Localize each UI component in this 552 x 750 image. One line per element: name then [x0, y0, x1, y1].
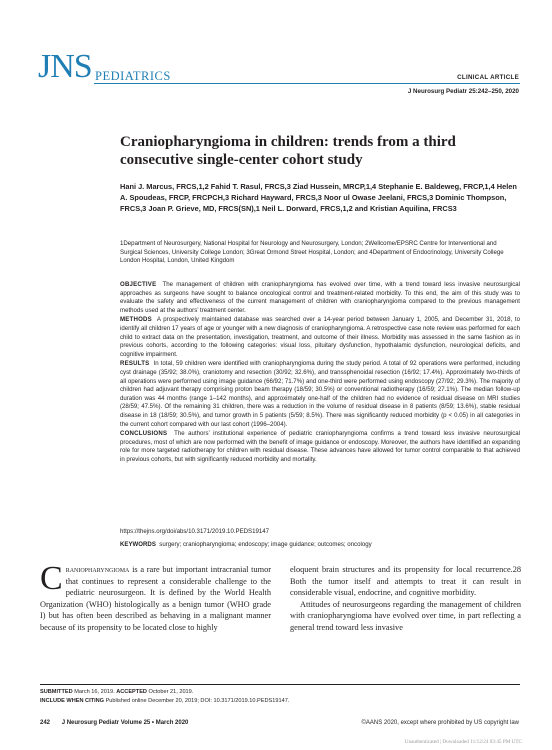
- results-label: RESULTS: [120, 360, 150, 368]
- submitted-label: SUBMITTED: [40, 689, 73, 695]
- footer-rule: [40, 684, 520, 685]
- drop-cap: C: [40, 560, 63, 597]
- body-paragraph: eloquent brain structures and its propensity for local recurrence.28 Both the tumor itself and attempts to treat it can result in considerable visual, endocrine, and cognitive morbidity.: [290, 565, 521, 598]
- accepted-date: October 21, 2019.: [148, 689, 194, 695]
- abstract-results: [120, 360, 520, 429]
- objective-text: The management of children with craniopharyngioma has evolved over time, with a trend toward less invasive neurosurgical approaches as surgeons have sought to balance oncological control and treatment-related morbidity. To this end, the aim of this study was to evaluate the safety and effectiveness of the current management of children with craniopharyngioma compared to the previous management methods used at the authors’ treatment center.: [120, 281, 520, 314]
- doi-link[interactable]: https://thejns.org/doi/abs/10.3171/2019.10.PEDS19147: [120, 528, 270, 535]
- conclusions-label: CONCLUSIONS: [120, 430, 168, 438]
- submission-dates: [40, 689, 193, 695]
- lead-word: raniopharyngioma: [65, 565, 130, 574]
- page-footer: [40, 720, 198, 726]
- download-watermark: Unauthenticated | Downloaded 11/12/24 03:45 PM UTC: [404, 739, 522, 745]
- author-list: Hani J. Marcus, FRCS,1,2 Fahid T. Rasul, FRCS,3 Ziad Hussein, MRCP,1,4 Stephanie E. Baldeweg, FRCP,1,4 Helen A. Spoudeas, FRCP, FRCPCH,3 Richard Hayward, FRCS,3 Noor ul Owase Jeelani, FRCS,3 Dominic Thompson, FRCS,3 Joan P. Grieve, MD, FRCS(SN),1 Neil L. Dorward, FRCS,1,2 and Kristian Aquilina, FRCS3: [120, 182, 517, 214]
- affiliations: 1Department of Neurosurgery, National Hospital for Neurology and Neurosurgery, London; 2Wellcome/EPSRC Centre for Interventional and Surgical Sciences, University College London; 3Great Ormond Street Hospital, London; and 4Department of Endocrinology, University College London Hospital, London, United Kingdom: [120, 240, 504, 265]
- copyright-notice: ©AANS 2020, except where prohibited by US copyright law: [361, 720, 519, 726]
- objective-label: OBJECTIVE: [120, 281, 157, 288]
- keywords-text: surgery; craniopharyngioma; endoscopy; image guidance; outcomes; oncology: [159, 541, 372, 548]
- accepted-label: ACCEPTED: [116, 689, 147, 695]
- submitted-date: March 16, 2019.: [74, 689, 115, 695]
- journal-logo-subtitle: PEDIATRICS: [95, 69, 171, 83]
- intro-text: is a rare but important intracranial tumor that continues to represent a considerable challenge to the pediatric neurosurgeon. It is defined by the World Health Organization (WHO) histologically as a benign tumor (WHO grade I) but has often been described as behaving in a malignant manner because of its propensity to be located close to highly: [40, 565, 271, 632]
- journal-logo: JNS: [38, 48, 92, 85]
- journal-volume: J Neurosurg Pediatr Volume 25 • March 2020: [61, 720, 189, 726]
- article-title: Craniopharyngioma in children: trends from a third consecutive single-center cohort study: [120, 134, 456, 168]
- header-rule: [94, 83, 520, 84]
- body-paragraph: Attitudes of neurosurgeons regarding the management of children with craniopharyngioma have evolved over time, in part reflecting a general trend toward less invasive: [290, 599, 521, 632]
- keywords-label: KEYWORDS: [120, 541, 156, 548]
- body-column-left: [40, 560, 271, 634]
- page-number: 242: [40, 720, 51, 726]
- citing-label: INCLUDE WHEN CITING: [40, 698, 105, 704]
- citing-text: Published online December 20, 2019; DOI: 10.3171/2019.10.PEDS19147.: [105, 698, 290, 704]
- abstract-methods: [120, 316, 520, 359]
- journal-reference: J Neurosurg Pediatr 25:242–250, 2020: [407, 88, 519, 95]
- conclusions-text: The authors’ institutional experience of pediatric craniopharyngioma confirms a trend toward less invasive neurosurgical procedures, most of which are now performed with the benefit of image guidance or endoscopy. Moreover, the authors have identified an expanding role for more targeted radiotherapy for children with residual disease. These advances have allowed for tumor control comparable to that achieved in previous cohorts, but with significantly reduced morbidity and mortality.: [120, 430, 521, 463]
- body-column-right: [290, 564, 521, 634]
- abstract-objective: [120, 281, 520, 315]
- abstract: [120, 281, 520, 465]
- keywords: [120, 541, 372, 548]
- methods-label: METHODS: [120, 316, 152, 324]
- results-text: In total, 59 children were identified with craniopharyngioma during the study period. A total of 92 operations were performed, including cyst drainage (35/92; 38.0%), craniotomy and resection (30/92; 32.6%), and transsphenoidal resection (16/92; 17.4%). Approximately two-thirds of all operations were performed using image guidance (66/92; 71.7%) and one-third were performed using endoscopy (27/92; 29.3%). The majority of children had adjuvant therapy comprising proton beam therapy (18/59; 30.5%) or conventional radiotherapy (16/59; 27.1%). The median follow-up duration was 44 months (range 1–142 months), and approximately one-half of the children had no evidence of residual disease on MRI studies (28/59; 47.5%). Of the remaining 31 children, there was a reduction in the volume of residual disease in 8 patients (8/59; 13.6%), stable residual disease in 18 (18/59; 30.5%), and tumor growth in 5 patients (5/59; 8.5%). There was significantly reduced morbidity (p < 0.05) in all categories in the current cohort compared with our last cohort (1996–2004).: [120, 360, 521, 428]
- article-section-label: CLINICAL ARTICLE: [457, 74, 519, 81]
- abstract-conclusions: [120, 430, 520, 464]
- citation-info: [40, 698, 289, 704]
- methods-text: A prospectively maintained database was searched over a 14-year period between January 1, 2005, and December 31, 2018, to identify all children 17 years of age or younger with a new diagnosis of craniopharyngioma. A retrospective case note review was performed for each child to extract data on the presentation, investigation, treatment, and outcome of their illness. Morbidity was assessed in the same fashion as in previous cohorts, according to the following categories: visual loss, pituitary dysfunction, hypothalamic dysfunction, neurological deficits, and cognitive impairment.: [120, 316, 520, 358]
